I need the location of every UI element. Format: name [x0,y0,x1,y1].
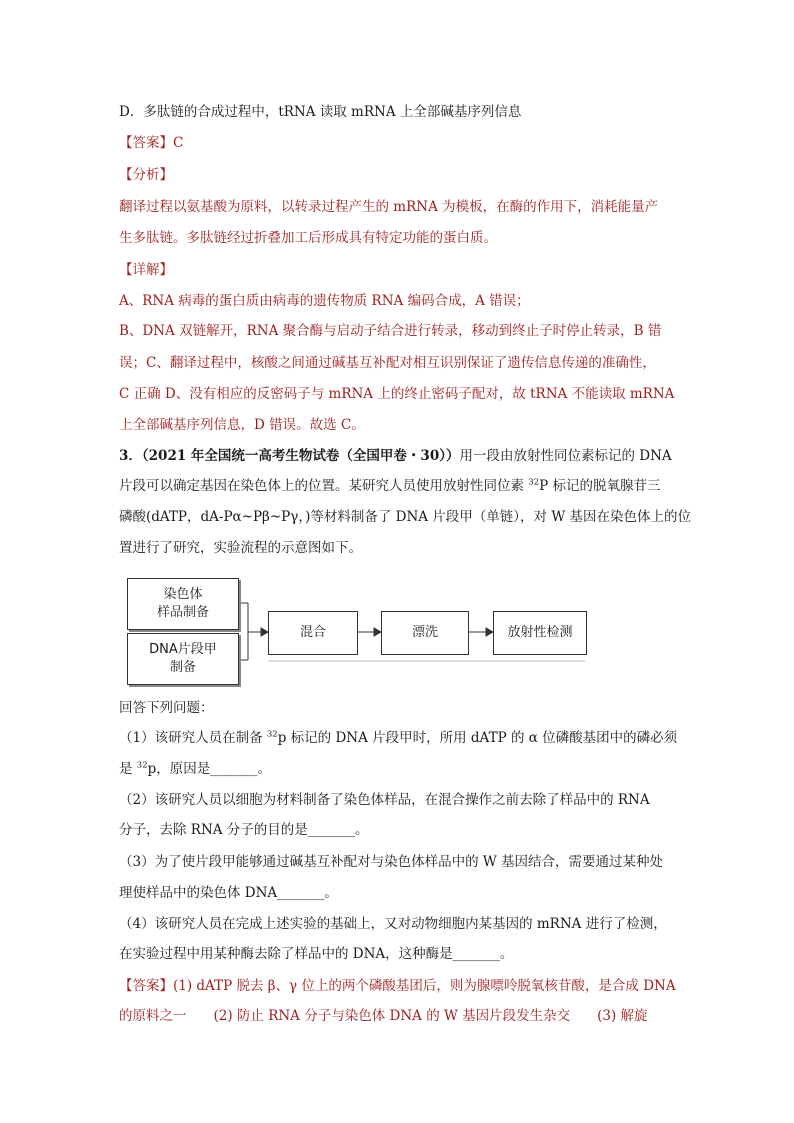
q1-sup-2: 32 [136,760,148,771]
question-source: （2021 年全国统一高考生物试卷（全国甲卷・30）） [141,448,460,464]
detail-line-4: C 正确 D、没有相应的反密码子与 mRNA 上的终止密码子配对，故 tRNA 不能读取 mRNA [119,386,675,402]
sub-question-4-line-1: （4）该研究人员在完成上述实验的基础上，又对动物细胞内某基因的 mRNA 进行了检测， [119,916,667,932]
chromosome-sample-box [127,578,239,630]
q3-line2-a: 片段可以确定基因在染色体上的位置。某研究人员使用放射性同位素 [119,478,529,494]
question-number: 3． [119,448,142,464]
sub-question-1-line-1 [119,729,677,747]
dna-fragment-box [127,633,239,685]
rinse-box: 漂洗 [381,611,469,655]
answer-prompt: 回答下列问题： [119,700,214,716]
answer-value: C [173,135,184,151]
q1-sup: 32 [266,729,278,740]
option-d: D．多肽链的合成过程中，tRNA 读取 mRNA 上全部碱基序列信息 [119,104,522,120]
sub-question-2-line-2: 分子，去除 RNA 分子的目的是_______。 [119,822,369,838]
q1-text-c: 是 [119,761,137,777]
box1-line1: 染色体 [163,587,203,602]
q1-text-a: （1）该研究人员在制备 [119,730,267,746]
sub-question-3-line-1: （3）为了使片段甲能够通过碱基互补配对与染色体样品中的 W 基因结合，需要通过某种处 [119,854,664,870]
answer2-text-1: (1) dATP 脱去 β、γ 位上的两个磷酸基团后，则为腺嘌呤脱氧核苷酸，是合成 DNA [173,978,676,994]
q3-line2-sup: 32 [528,477,540,488]
analysis-line-2: 生多肽链。多肽链经过折叠加工后形成具有特定功能的蛋白质。 [119,230,497,246]
answer-label: 【答案】 [119,135,173,151]
q1-text-d: p，原因是_______。 [147,761,272,777]
detection-box: 放射性检测 [493,611,587,655]
sub-question-1-line-2 [119,760,271,778]
sub-question-2-line-1: （2）该研究人员以细胞为材料制备了染色体样品，在混合操作之前去除了样品中的 RNA [119,792,650,808]
question-3-line-4: 置进行了研究，实验流程的示意图如下。 [119,540,362,556]
box2-line2: 制备 [169,660,196,675]
detail-line-3: 误；C、翻译过程中，核酸之间通过碱基互补配对相互识别保证了遗传信息传递的准确性， [119,355,656,371]
question-3-line-3: 磷酸(dATP，dA-Pα~Pβ~Pγ，)等材料制备了 DNA 片段甲（单链），对 W 基因在染色体上的位 [119,509,692,525]
question-text: 用一段由放射性同位素标记的 DNA [459,448,672,464]
detail-line-2: B、DNA 双链解开，RNA 聚合酶与启动子结合进行转录，移动到终止子时停止转录，B 错 [119,323,662,339]
sub-question-4-line-2: 在实验过程中用某种酶去除了样品中的 DNA，这种酶是_______。 [119,946,514,962]
q1-text-b: p 标记的 DNA 片段甲时，所用 dATP 的 α 位磷酸基团中的磷必须 [277,730,678,746]
analysis-line-1: 翻译过程以氨基酸为原料，以转录过程产生的 mRNA 为模板，在酶的作用下，消耗能量产 [119,199,659,215]
box2-line1: DNA片段甲 [149,642,217,657]
sub-question-3-line-2: 理使样品中的染色体 DNA_______。 [119,885,338,901]
answer-2-line-2: 的原料之一 (2) 防止 RNA 分子与染色体 DNA 的 W 基因片段发生杂交 (3) 解旋 [119,1008,648,1024]
q3-line2-b: P 标记的脱氧腺苷三 [539,478,661,494]
detail-line-5: 上全部碱基序列信息，D 错误。故选 C。 [119,417,365,433]
mix-box: 混合 [268,611,358,655]
answer2-label: 【答案】 [119,978,173,994]
box1-line2: 样品制备 [156,605,209,620]
analysis-label: 【分析】 [119,167,173,183]
answer-2-line-1 [119,977,676,995]
detail-line-1: A、RNA 病毒的蛋白质由病毒的遗传物质 RNA 编码合成，A 错误； [119,293,530,309]
detail-label: 【详解】 [119,262,173,278]
